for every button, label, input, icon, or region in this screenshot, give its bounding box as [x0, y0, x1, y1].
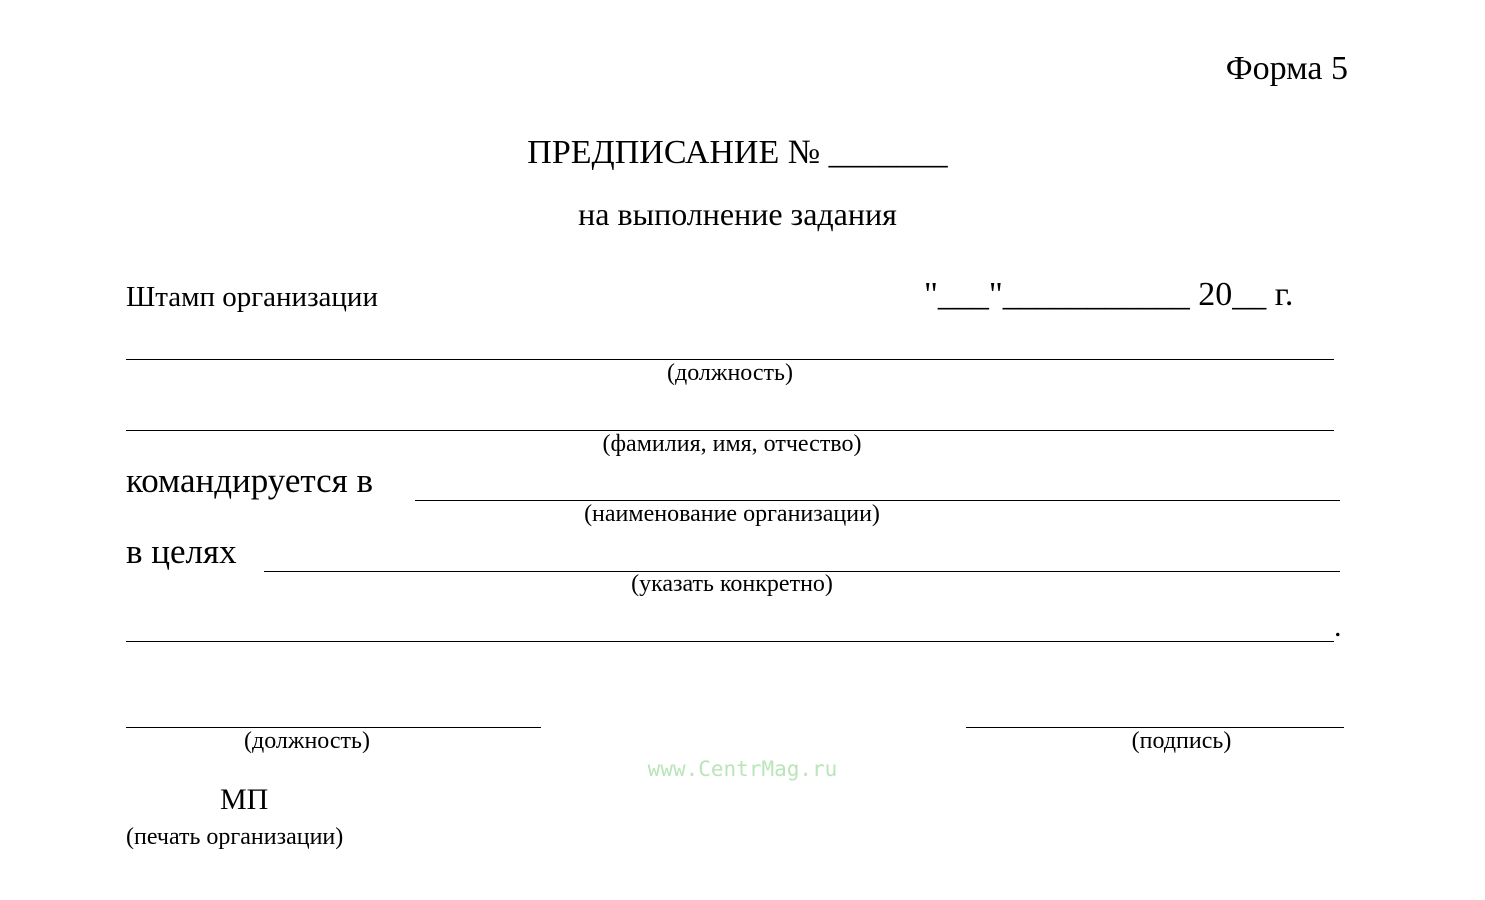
- purpose-continuation-line[interactable]: [126, 641, 1334, 642]
- seal-place-label: МП: [220, 783, 269, 816]
- document-title: ПРЕДПИСАНИЕ № _______: [527, 134, 948, 171]
- position-caption: (должность): [667, 360, 793, 386]
- date-field[interactable]: "___"___________ 20__ г.: [924, 276, 1294, 313]
- purpose-label: в целях: [126, 532, 237, 571]
- signature-caption: (подпись): [1131, 728, 1232, 754]
- signer-position-caption: (должность): [244, 728, 370, 754]
- full-name-caption: (фамилия, имя, отчество): [602, 431, 862, 457]
- stamp-label: Штамп организации: [126, 281, 378, 313]
- watermark: www.CentrMag.ru: [647, 757, 838, 781]
- sent-to-label: командируется в: [126, 461, 374, 500]
- specify-caption: (указать конкретно): [631, 571, 833, 597]
- organization-caption: (наименование организации): [584, 501, 880, 527]
- end-dot: .: [1334, 610, 1342, 643]
- document-subtitle: на выполнение задания: [578, 196, 897, 232]
- form-number: Форма 5: [1225, 50, 1348, 87]
- seal-caption: (печать организации): [126, 824, 344, 850]
